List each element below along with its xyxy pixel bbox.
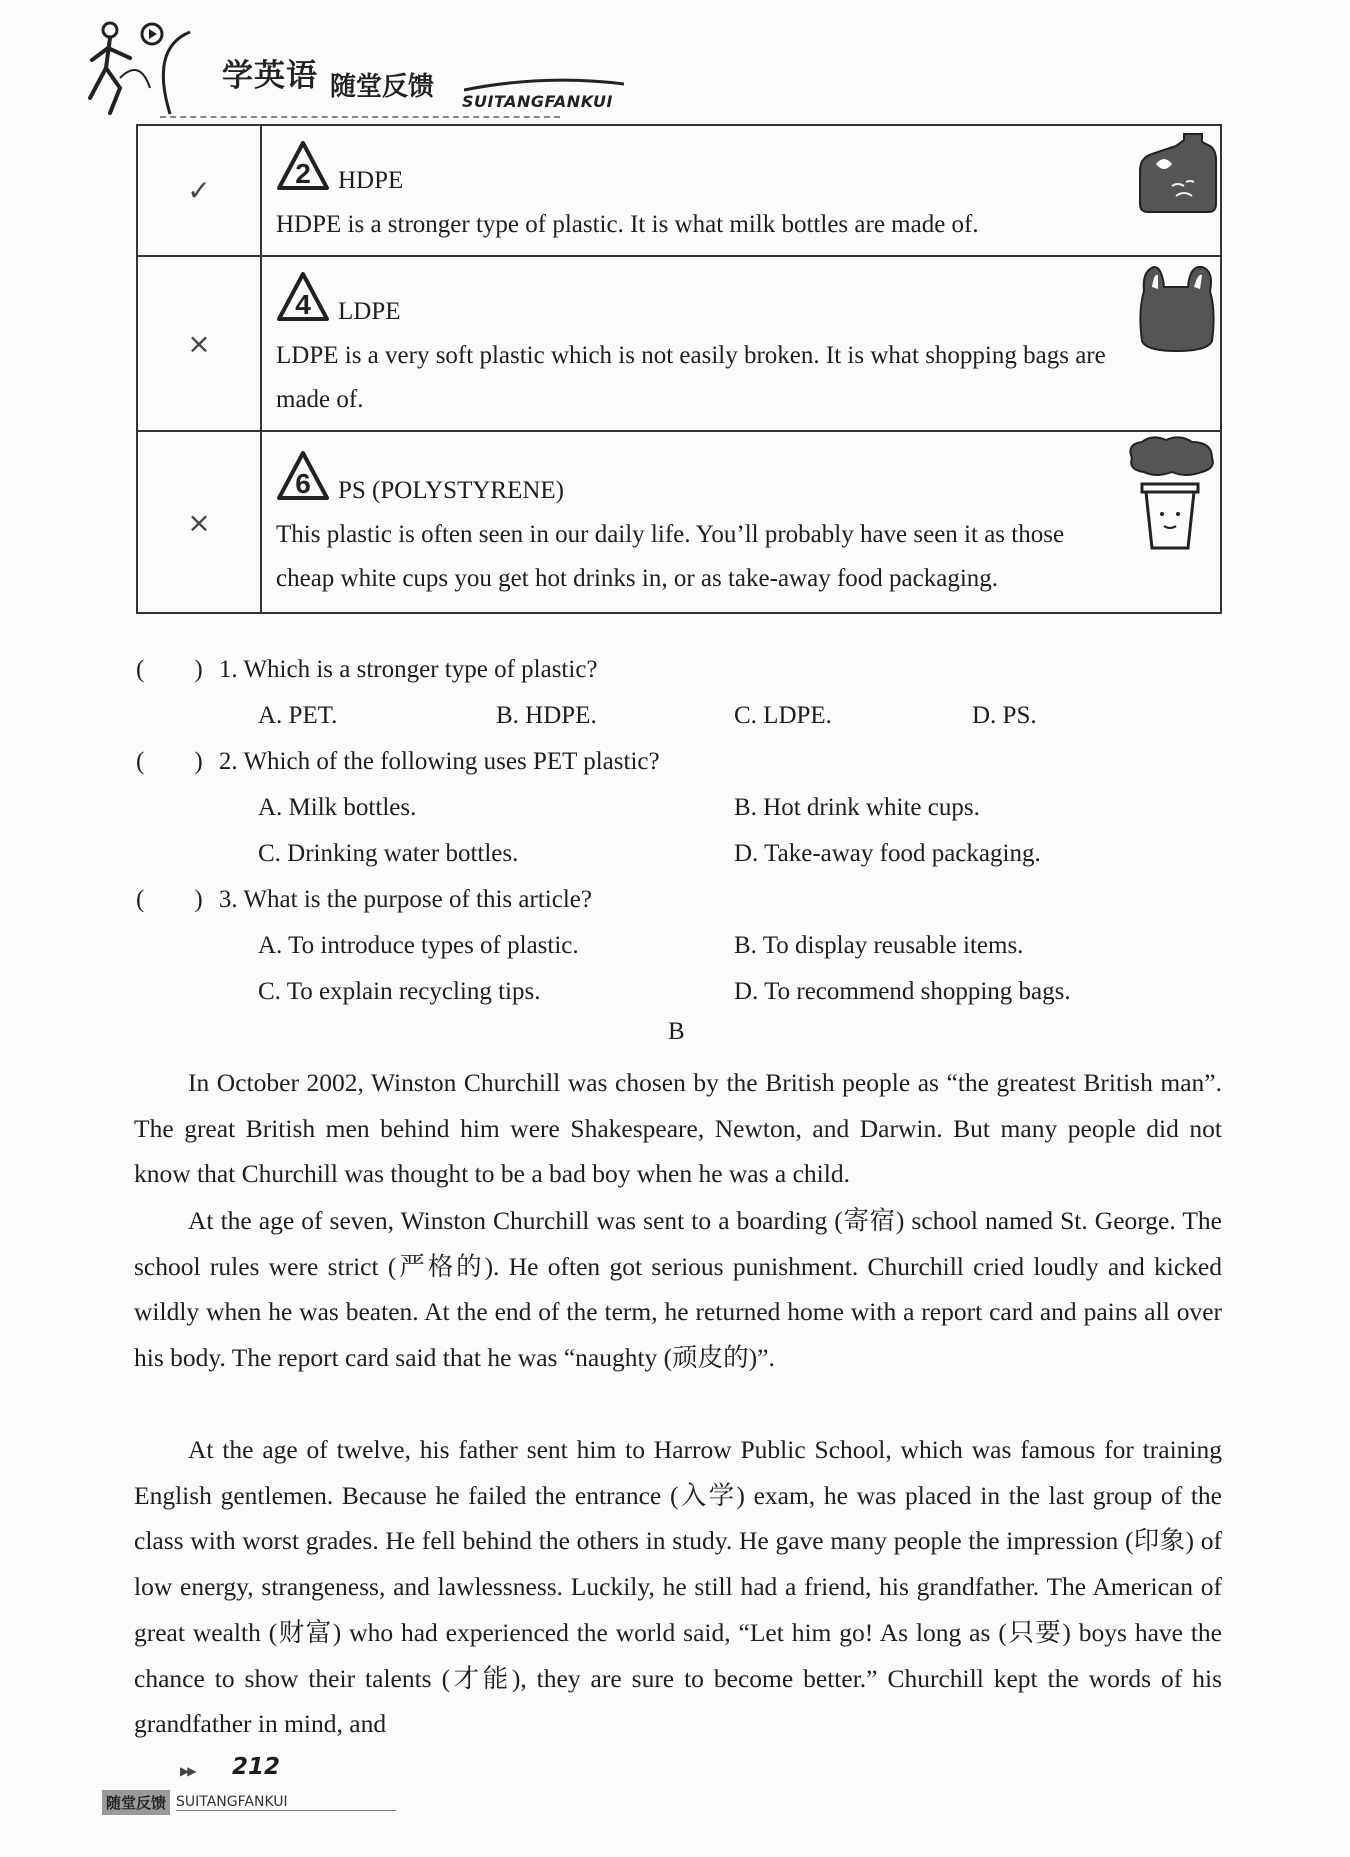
plastic-description: HDPE is a stronger type of plastic. It is what milk bottles are made of. (276, 211, 979, 238)
option-d[interactable]: D. To recommend shopping bags. (734, 978, 1071, 1005)
cross-mark: × (137, 256, 261, 431)
footer-badge-en: SUITANGFANKUI (176, 1794, 288, 1810)
option-d[interactable]: D. Take-away food packaging. (734, 840, 1041, 867)
passage-paragraph: At the age of seven, Winston Churchill was sent to a boarding (寄宿) school named St. George. The school rules were strict (严格的). He often got serious punishment. Churchill cried loudly and kicked wildly when he was beaten. At the end of the term, he returned home with a report card and pains all over his body. The report card said that he was “naughty (顽皮的)”. (134, 1206, 1222, 1373)
recycle-code: 4 (295, 289, 311, 320)
plastic-types-table (136, 124, 1222, 614)
option-a[interactable]: A. Milk bottles. (258, 794, 417, 821)
header-swoosh (464, 74, 624, 94)
option-c[interactable]: C. To explain recycling tips. (258, 978, 541, 1005)
option-c[interactable]: C. Drinking water bottles. (258, 840, 519, 867)
header-title-en: SUITANGFANKUI (462, 92, 613, 111)
plastic-description: This plastic is often seen in our daily life. You’ll probably have seen it as those cheap white cups you get hot drinks in, or as take-away food packaging. (276, 521, 1065, 592)
option-a[interactable]: A. PET. (258, 702, 338, 729)
header-title-zh: 学英语 (222, 58, 318, 94)
table-row (137, 431, 1221, 613)
recycle-code: 6 (295, 468, 311, 499)
question-stem: 1. Which is a stronger type of plastic? (218, 656, 598, 683)
answer-blank[interactable]: ( ) (136, 656, 203, 683)
option-b[interactable]: B. To display reusable items. (734, 932, 1024, 959)
recycle-triangle-icon (276, 140, 330, 192)
section-label: B (668, 1018, 685, 1045)
recycle-triangle-icon (276, 450, 330, 502)
table-row (137, 256, 1221, 431)
question-2 (136, 740, 660, 784)
coffee-cup-icon (1122, 434, 1218, 552)
header-arc (130, 28, 210, 118)
question-stem: 3. What is the purpose of this article? (218, 886, 592, 913)
cross-mark: × (137, 431, 261, 613)
recycle-triangle-icon (276, 271, 330, 323)
option-a[interactable]: A. To introduce types of plastic. (258, 932, 579, 959)
option-c[interactable]: C. LDPE. (734, 702, 832, 729)
option-b[interactable]: B. HDPE. (496, 702, 597, 729)
plastic-name: HDPE (338, 167, 404, 194)
page-footer (100, 1740, 400, 1820)
option-d[interactable]: D. PS. (972, 702, 1037, 729)
plastic-cell (261, 125, 1221, 256)
check-mark: ✓ (137, 125, 261, 256)
plastic-name: LDPE (338, 298, 401, 325)
question-stem: 2. Which of the following uses PET plastic? (218, 748, 660, 775)
plastic-name: PS (POLYSTYRENE) (338, 477, 564, 504)
passage-paragraph: At the age of twelve, his father sent him to Harrow Public School, which was famous for training English gentlemen. Because he failed the entrance (入学) exam, he was placed in the last group of the class with worst grades. He fell behind the others in study. He gave many people the impression (印象) of low energy, strangeness, and lawlessness. Luckily, he still had a friend, his grandfather. The American of great wealth (财富) who had experienced the world said, “Let him go! As long as (只要) boys have the chance to show their talents (才能), they are sure to become better.” Churchill kept the words of his grandfather in mind, and (134, 1435, 1222, 1739)
plastic-cell (261, 431, 1221, 613)
milk-jug-icon (1136, 130, 1218, 216)
double-arrow-icon: ▶▶ (180, 1764, 195, 1778)
header-subtitle-zh: 随堂反馈 (330, 72, 435, 102)
footer-badge: 随堂反馈 (102, 1790, 170, 1815)
question-1 (136, 648, 598, 692)
footer-rule (176, 1810, 396, 1811)
question-3 (136, 878, 592, 922)
recycle-code: 2 (295, 158, 311, 189)
plastic-cell (261, 256, 1221, 431)
answer-blank[interactable]: ( ) (136, 886, 203, 913)
answer-blank[interactable]: ( ) (136, 748, 203, 775)
shopping-bag-icon (1136, 261, 1218, 355)
page-header (80, 18, 613, 118)
plastic-description: LDPE is a very soft plastic which is not easily broken. It is what shopping bags are made of. (276, 342, 1106, 413)
option-b[interactable]: B. Hot drink white cups. (734, 794, 980, 821)
passage-paragraph: In October 2002, Winston Churchill was chosen by the British people as “the greatest British man”. The great British men behind him were Shakespeare, Newton, and Darwin. But many people did not know that Churchill was thought to be a bad boy when he was a child. (134, 1068, 1222, 1189)
header-dashed-rule (160, 116, 560, 118)
table-row (137, 125, 1221, 256)
page-number: 212 (232, 1754, 281, 1780)
